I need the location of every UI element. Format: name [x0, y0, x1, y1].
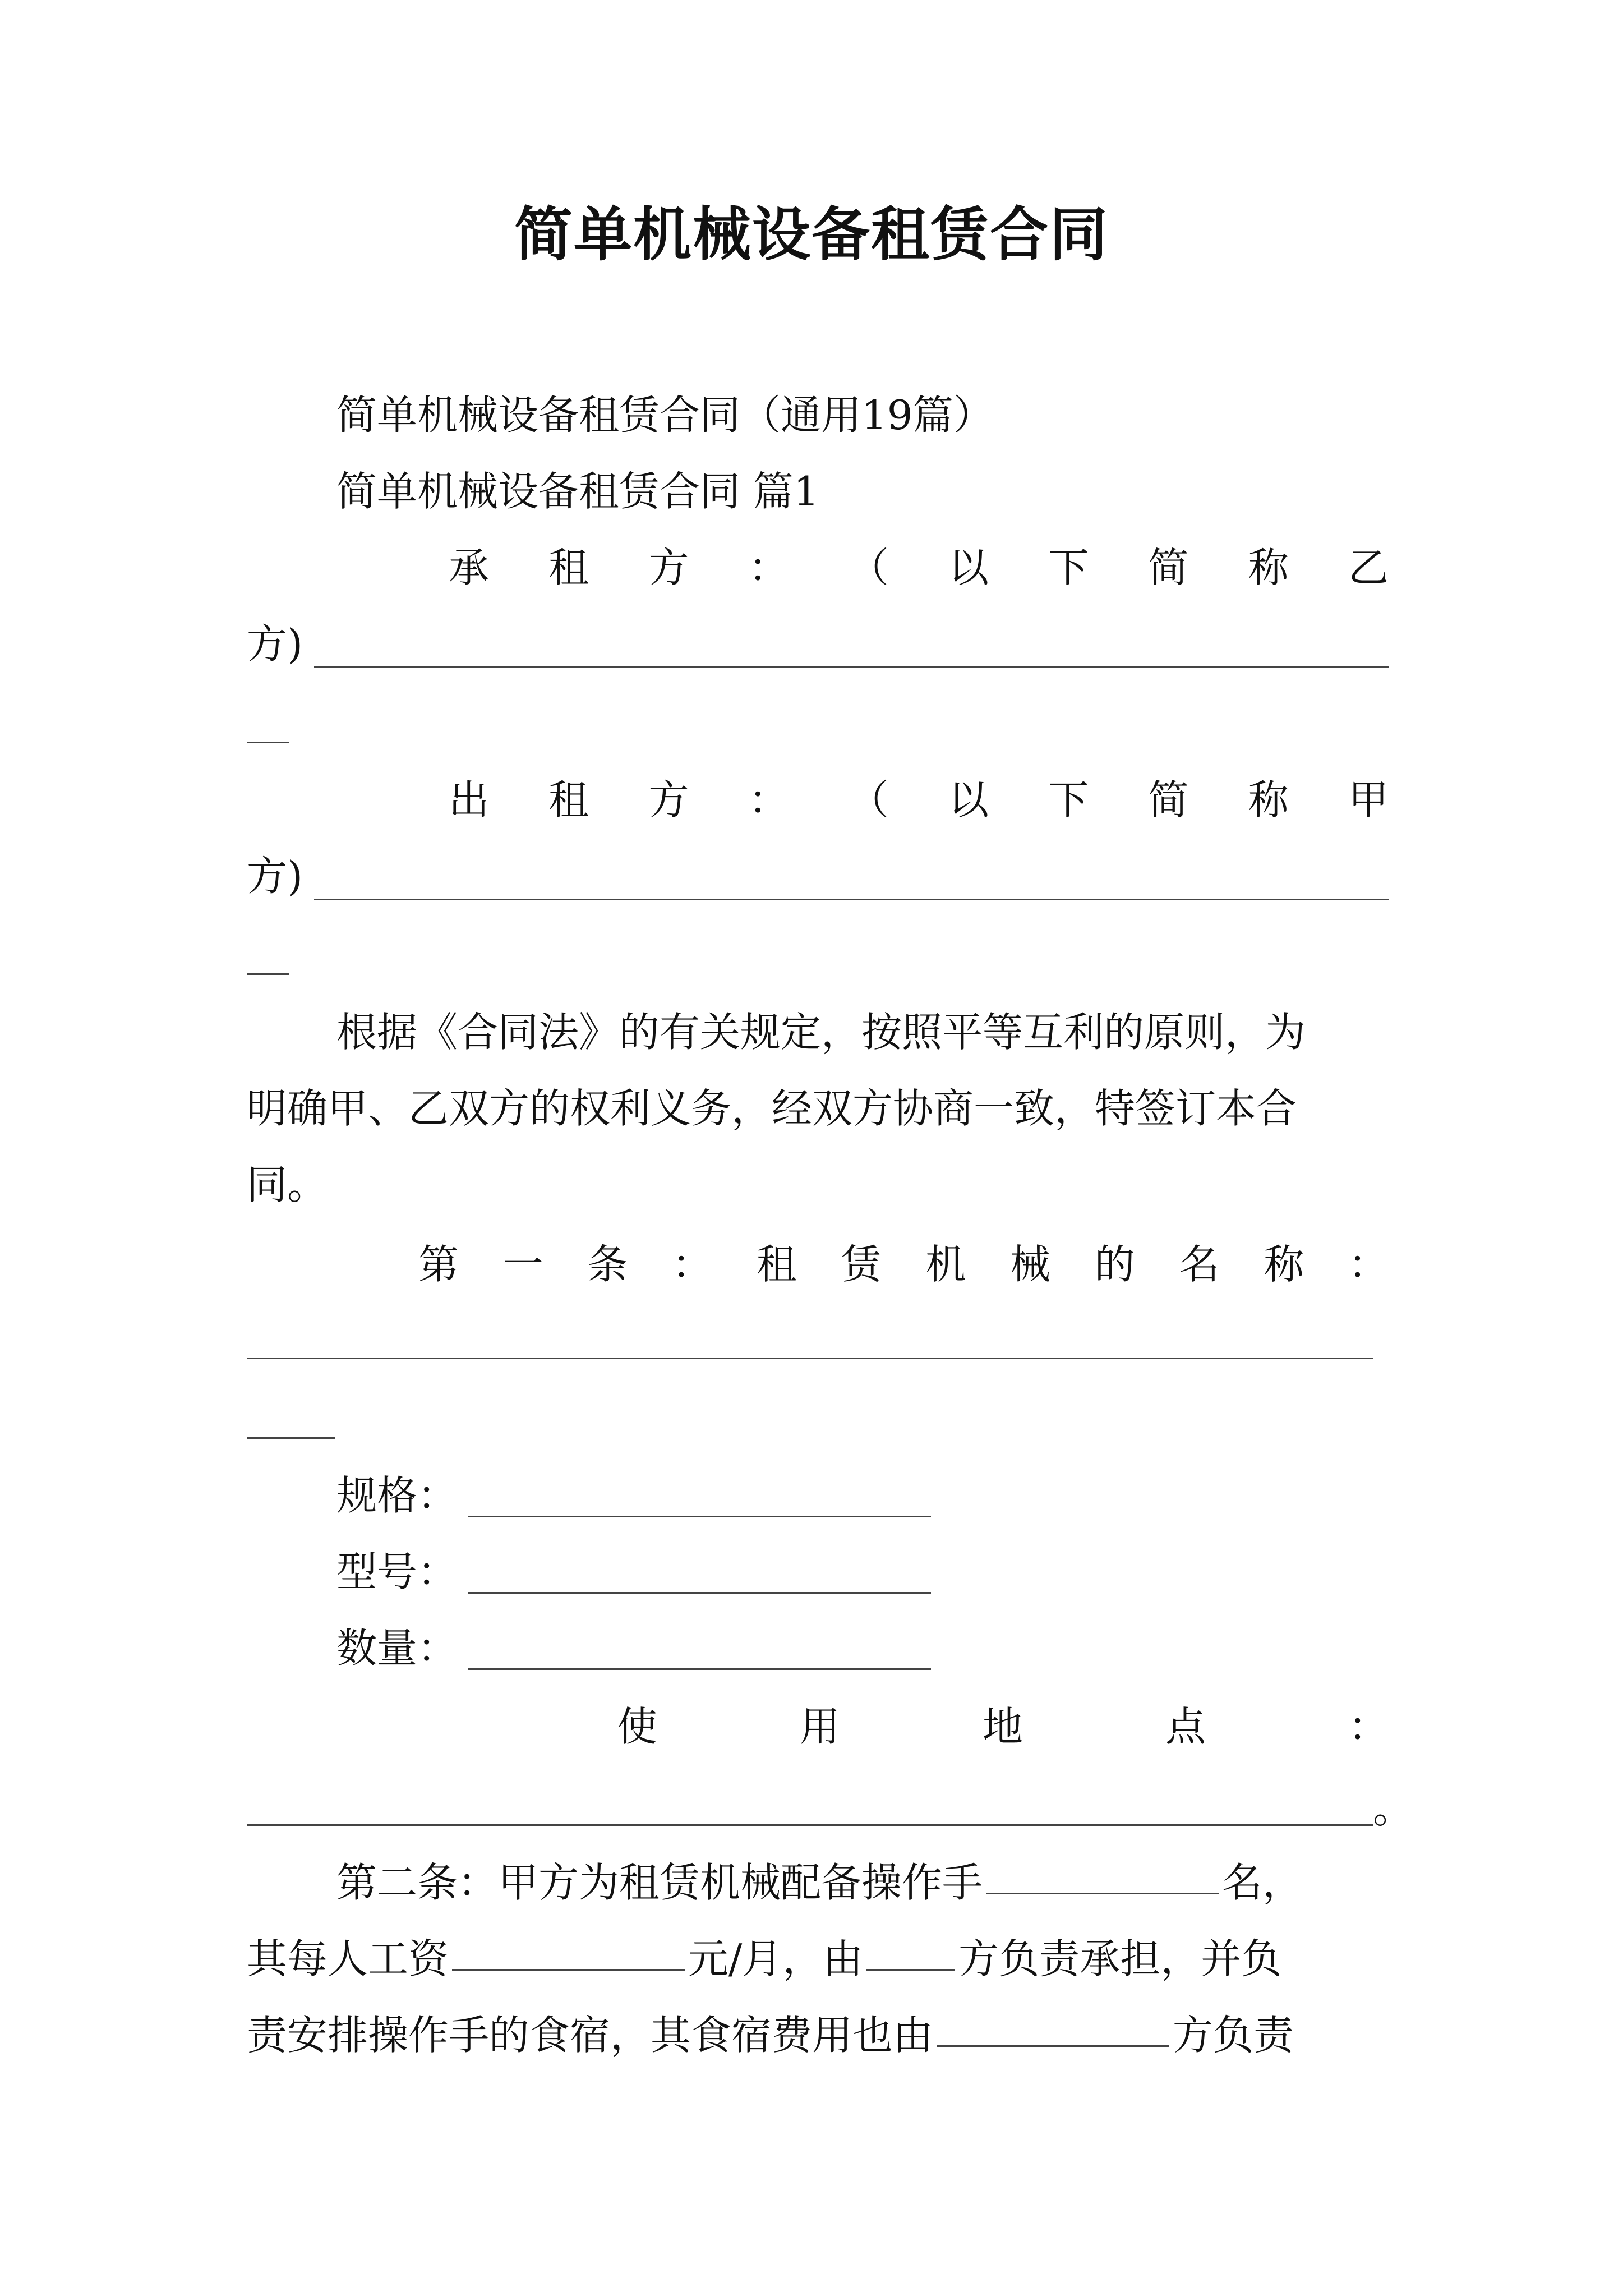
- article2-text: 名，: [1222, 1859, 1303, 1906]
- location-end-mark: 。: [1373, 1785, 1414, 1832]
- article2-text: 其每人工资: [247, 1935, 449, 1982]
- lessor-char: ：: [748, 776, 789, 823]
- location-char: 用: [799, 1703, 840, 1750]
- article2-line-3: [247, 2007, 1294, 2063]
- quantity-blank: [468, 1668, 931, 1670]
- lessee-char: 下: [1048, 544, 1089, 591]
- lessee-char: 以: [948, 544, 989, 591]
- lessee-char: 简: [1148, 544, 1189, 591]
- model-label: 型号：: [336, 1548, 458, 1595]
- location-char: 地: [982, 1703, 1023, 1750]
- article1-char: 的: [1094, 1241, 1135, 1288]
- intro-line-3: 同。: [247, 1161, 328, 1208]
- lessee-blank-line: [314, 666, 1389, 668]
- location-blank: [247, 1824, 1373, 1826]
- operator-count-blank: [986, 1893, 1219, 1894]
- article2-text: 元/月，由: [688, 1935, 864, 1982]
- lessee-char: 称: [1248, 544, 1289, 591]
- lessor-char: 简: [1148, 776, 1189, 823]
- article2-text: 第二条：甲方为租赁机械配备操作手: [336, 1859, 983, 1906]
- wage-blank: [452, 1969, 685, 1971]
- lessor-char: 以: [948, 776, 989, 823]
- lessee-char: 乙: [1348, 544, 1389, 591]
- article1-char: 称: [1264, 1241, 1304, 1288]
- lessor-blank-line: [314, 899, 1389, 900]
- lessor-char: 租: [548, 776, 589, 823]
- article2-text: 责安排操作手的食宿，其食宿费用也由: [247, 2012, 934, 2059]
- lessee-line: [449, 540, 1389, 596]
- article1-heading: [418, 1236, 1389, 1292]
- lodging-party-blank: [937, 2045, 1169, 2047]
- intro-line-2: 明确甲、乙双方的权利义务，经双方协商一致，特签订本合: [247, 1085, 1297, 1132]
- article1-char: 一: [502, 1241, 543, 1288]
- lessee-char: 租: [548, 544, 589, 591]
- article2-text: 方负责承担，并负: [958, 1935, 1282, 1982]
- quantity-label: 数量：: [336, 1625, 458, 1672]
- article2-text: 方负责: [1173, 2012, 1294, 2059]
- lessee-line2-prefix: 方): [247, 620, 303, 668]
- article2-line-1: [336, 1855, 1303, 1911]
- document-title: 简单机械设备租赁合同: [514, 200, 1109, 269]
- spec-label: 规格：: [336, 1472, 458, 1519]
- subtitle: 简单机械设备租赁合同（通用19篇）: [336, 392, 994, 439]
- location-heading: [617, 1699, 1389, 1755]
- location-char: ：: [1348, 1703, 1389, 1750]
- location-char: 使: [617, 1703, 658, 1750]
- location-char: 点: [1165, 1703, 1206, 1750]
- section-heading: 简单机械设备租赁合同 篇1: [336, 468, 819, 515]
- article1-char: 租: [756, 1241, 797, 1288]
- lessor-line2-prefix: 方): [247, 853, 303, 900]
- spec-blank: [468, 1516, 931, 1517]
- lessor-char: 甲: [1348, 776, 1389, 823]
- lessee-char: ：: [748, 544, 789, 591]
- lessee-blank-tail: [247, 742, 289, 743]
- lessor-char: （: [848, 776, 889, 823]
- machine-name-blank-tail: [247, 1437, 335, 1439]
- lessor-char: 下: [1048, 776, 1089, 823]
- article1-char: 第: [418, 1241, 459, 1288]
- article1-char: ：: [672, 1241, 713, 1288]
- lessor-line: [449, 772, 1389, 828]
- lessor-char: 方: [648, 776, 689, 823]
- model-blank: [468, 1592, 931, 1594]
- article1-char: 机: [925, 1241, 966, 1288]
- lessor-char: 出: [449, 776, 490, 823]
- article1-char: 赁: [841, 1241, 882, 1288]
- lessor-char: 称: [1248, 776, 1289, 823]
- article1-char: ：: [1348, 1241, 1389, 1288]
- article2-line-2: [247, 1931, 1281, 1987]
- machine-name-blank: [247, 1358, 1373, 1359]
- intro-line-1: 根据《合同法》的有关规定，按照平等互利的原则，为: [336, 1009, 1306, 1056]
- lessee-char: （: [848, 544, 889, 591]
- lessee-char: 承: [449, 544, 490, 591]
- lessee-char: 方: [648, 544, 689, 591]
- article1-char: 条: [587, 1241, 628, 1288]
- article1-char: 名: [1179, 1241, 1220, 1288]
- wage-party-blank: [866, 1969, 955, 1971]
- lessor-blank-tail: [247, 973, 289, 975]
- article1-char: 械: [1010, 1241, 1051, 1288]
